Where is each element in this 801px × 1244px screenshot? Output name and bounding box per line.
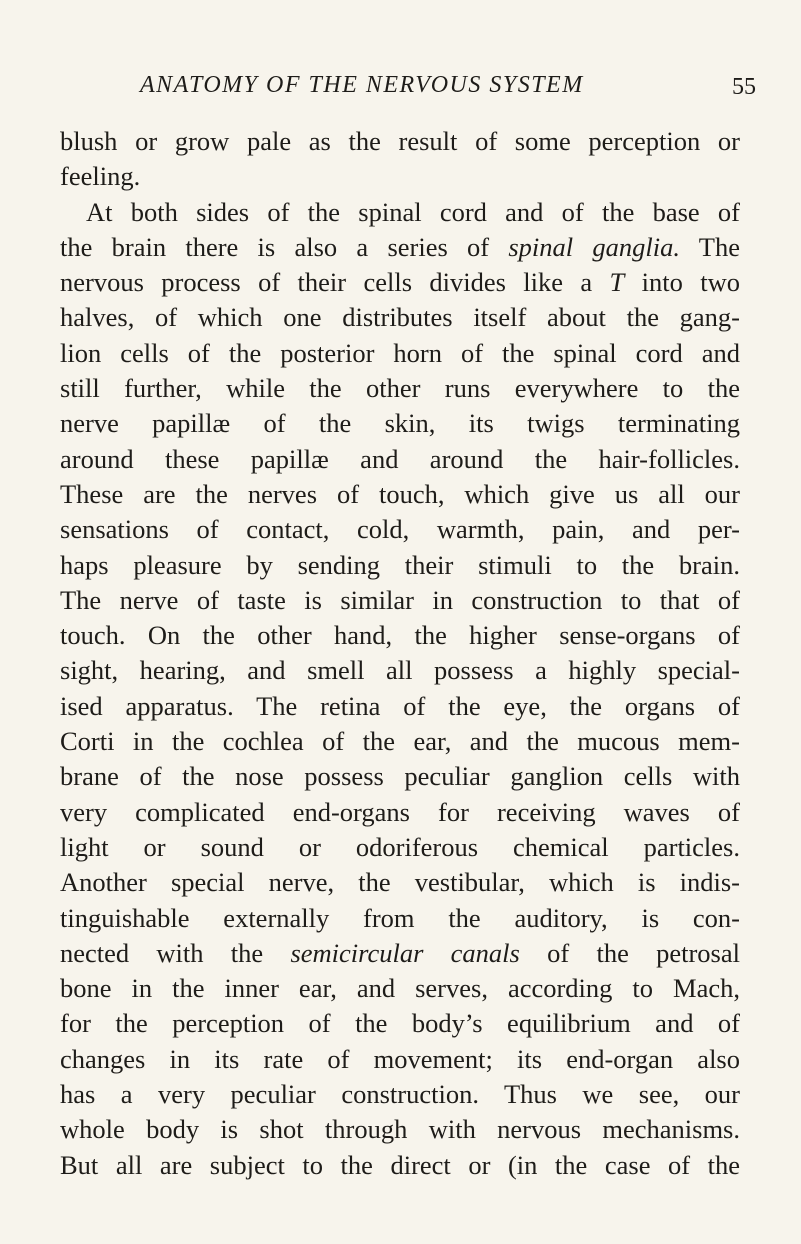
text-line: feeling. xyxy=(60,161,141,192)
italic-letter: T xyxy=(609,267,625,298)
text-line: The nerve of taste is similar in construction to that of xyxy=(60,584,740,615)
text-line: still further, while the other runs everywhere to the xyxy=(60,373,740,404)
text-line: very complicated end-organs for receiving waves of xyxy=(60,796,740,827)
text-line: tinguishable externally from the auditory, is con- xyxy=(60,902,740,933)
text-line: blush or grow pale as the result of some perception or xyxy=(60,126,740,156)
text-line: has a very peculiar construction. Thus we see, our xyxy=(60,1079,740,1110)
text-line: brane of the nose possess peculiar ganglion cells with xyxy=(60,761,740,792)
text-line: the brain there is also a series of spinal ganglia. The xyxy=(60,231,740,262)
text-line: changes in its rate of movement; its end-organ also xyxy=(60,1043,740,1074)
text-line: light or sound or odoriferous chemical particles. xyxy=(60,831,740,862)
page-number: 55 xyxy=(732,74,756,100)
text-line: ised apparatus. The retina of the eye, the organs of xyxy=(60,690,740,721)
text-line: whole body is shot through with nervous mechanisms. xyxy=(60,1114,740,1145)
italic-term: spinal ganglia. xyxy=(508,231,681,262)
italic-term: semicircular canals xyxy=(290,937,520,968)
running-title: ANATOMY OF THE NERVOUS SYSTEM xyxy=(140,72,584,98)
text-line: bone in the inner ear, and serves, according to Mach, xyxy=(60,973,740,1004)
text-line: haps pleasure by sending their stimuli to the brain. xyxy=(60,549,740,580)
text-line: nervous process of their cells divides like a T into two xyxy=(60,267,741,298)
running-head xyxy=(68,72,756,106)
body-text xyxy=(60,124,740,1183)
text-line: nected with the semicircular canals of the petrosal xyxy=(60,937,740,968)
text-line: halves, of which one distributes itself about the gang- xyxy=(60,302,740,333)
text-line: sensations of contact, cold, warmth, pain, and per- xyxy=(60,514,740,545)
text-line: These are the nerves of touch, which give us all our xyxy=(60,478,740,509)
text-line: for the perception of the body’s equilibrium and of xyxy=(60,1008,740,1039)
text-line: sight, hearing, and smell all possess a highly special- xyxy=(60,655,740,686)
text-line: nerve papillæ of the skin, its twigs terminating xyxy=(60,408,740,439)
text-line: Corti in the cochlea of the ear, and the mucous mem- xyxy=(60,726,740,757)
text-line: lion cells of the posterior horn of the spinal cord and xyxy=(60,337,740,368)
text-line: touch. On the other hand, the higher sense-organs of xyxy=(60,620,740,651)
text-line: But all are subject to the direct or (in the case of the xyxy=(60,1149,740,1180)
text-line: At both sides of the spinal cord and of the base of xyxy=(86,196,740,227)
text-line: Another special nerve, the vestibular, which is indis- xyxy=(60,867,740,898)
text-line: around these papillæ and around the hair-follicles. xyxy=(60,443,740,474)
